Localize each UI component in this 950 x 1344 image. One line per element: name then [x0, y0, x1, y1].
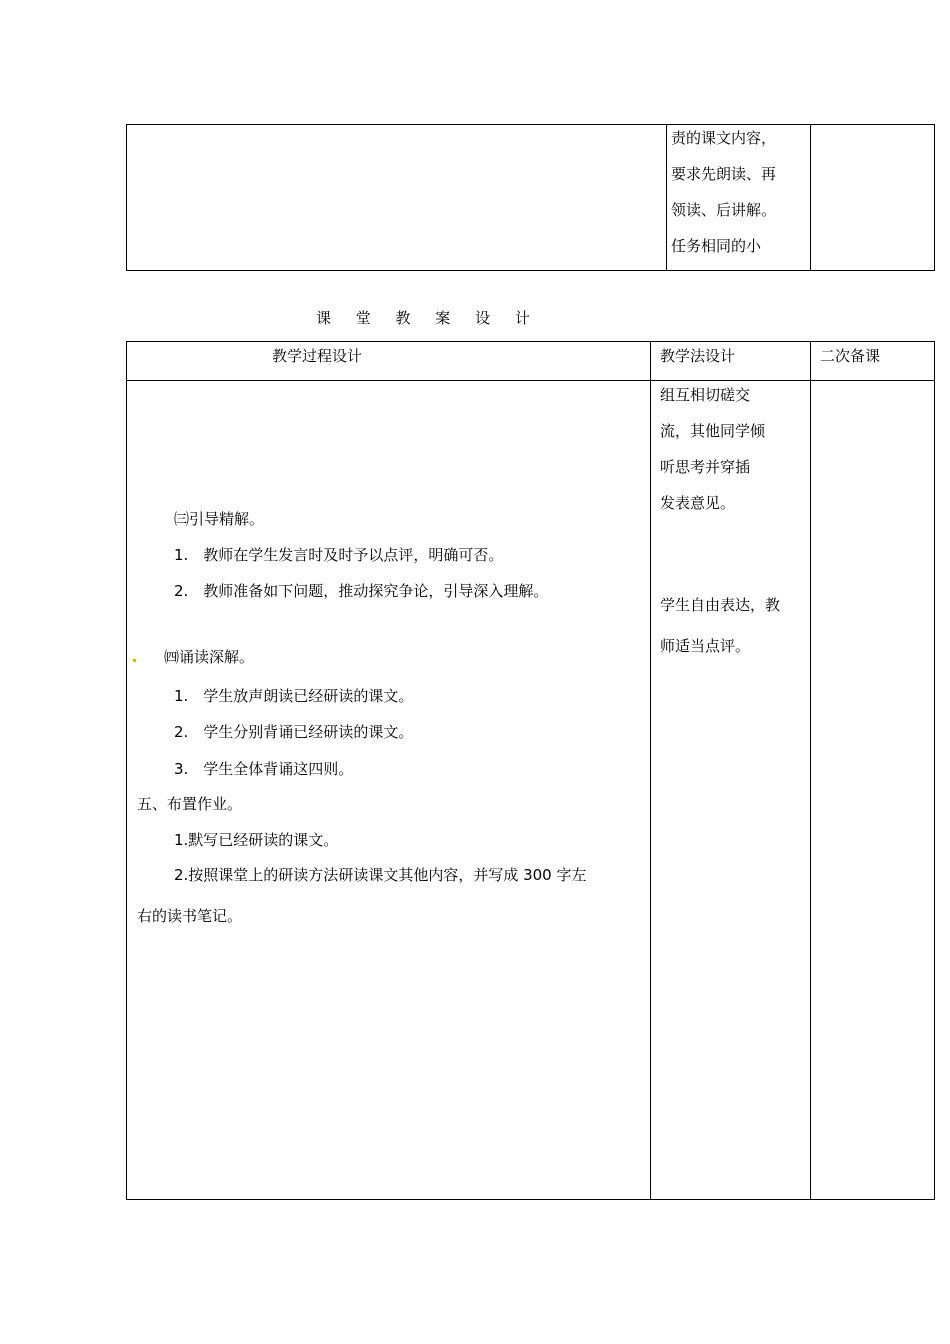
section-title: 课 堂 教 案 设 计 — [316, 309, 540, 327]
top-table-divider-1 — [666, 124, 667, 271]
top-method-line-2: 要求先朗读、再 — [671, 165, 777, 183]
column-divider-1 — [650, 341, 651, 1200]
process-line-8: 五、布置作业。 — [137, 795, 243, 813]
header-row-divider — [126, 380, 935, 381]
header-second: 二次备课 — [820, 347, 881, 365]
top-table — [126, 124, 935, 271]
process-line-1: ㈢引导精解。 — [174, 510, 265, 528]
header-process: 教学过程设计 — [272, 347, 363, 365]
method-line-6: 师适当点评。 — [660, 637, 751, 655]
method-line-4: 发表意见。 — [660, 494, 736, 512]
header-method: 教学法设计 — [660, 347, 736, 365]
process-line-11: 右的读书笔记。 — [137, 907, 243, 925]
top-table-divider-2 — [810, 124, 811, 271]
top-method-line-4: 任务相同的小 — [671, 237, 762, 255]
process-line-5: 1. 学生放声朗读已经研读的课文。 — [174, 687, 414, 705]
top-method-line-1: 责的课文内容， — [671, 129, 777, 147]
method-line-1: 组互相切磋交 — [660, 386, 751, 404]
column-divider-2 — [810, 341, 811, 1200]
method-line-3: 听思考并穿插 — [660, 458, 751, 476]
process-line-10: 2.按照课堂上的研读方法研读课文其他内容，并写成 300 字左 — [174, 866, 587, 884]
process-line-9: 1.默写已经研读的课文。 — [174, 831, 339, 849]
process-line-7: 3. 学生全体背诵这四则。 — [174, 760, 354, 778]
method-line-5: 学生自由表达，教 — [660, 596, 781, 614]
process-line-3: 2. 教师准备如下问题，推动探究争论，引导深入理解。 — [174, 582, 549, 600]
method-line-2: 流，其他同学倾 — [660, 422, 766, 440]
process-line-6: 2. 学生分别背诵已经研读的课文。 — [174, 723, 414, 741]
process-line-4: ㈣诵读深解。 — [164, 648, 255, 666]
top-method-line-3: 领读、后讲解。 — [671, 201, 777, 219]
process-line-2: 1. 教师在学生发言时及时予以点评，明确可否。 — [174, 546, 504, 564]
edit-marker — [133, 659, 136, 662]
